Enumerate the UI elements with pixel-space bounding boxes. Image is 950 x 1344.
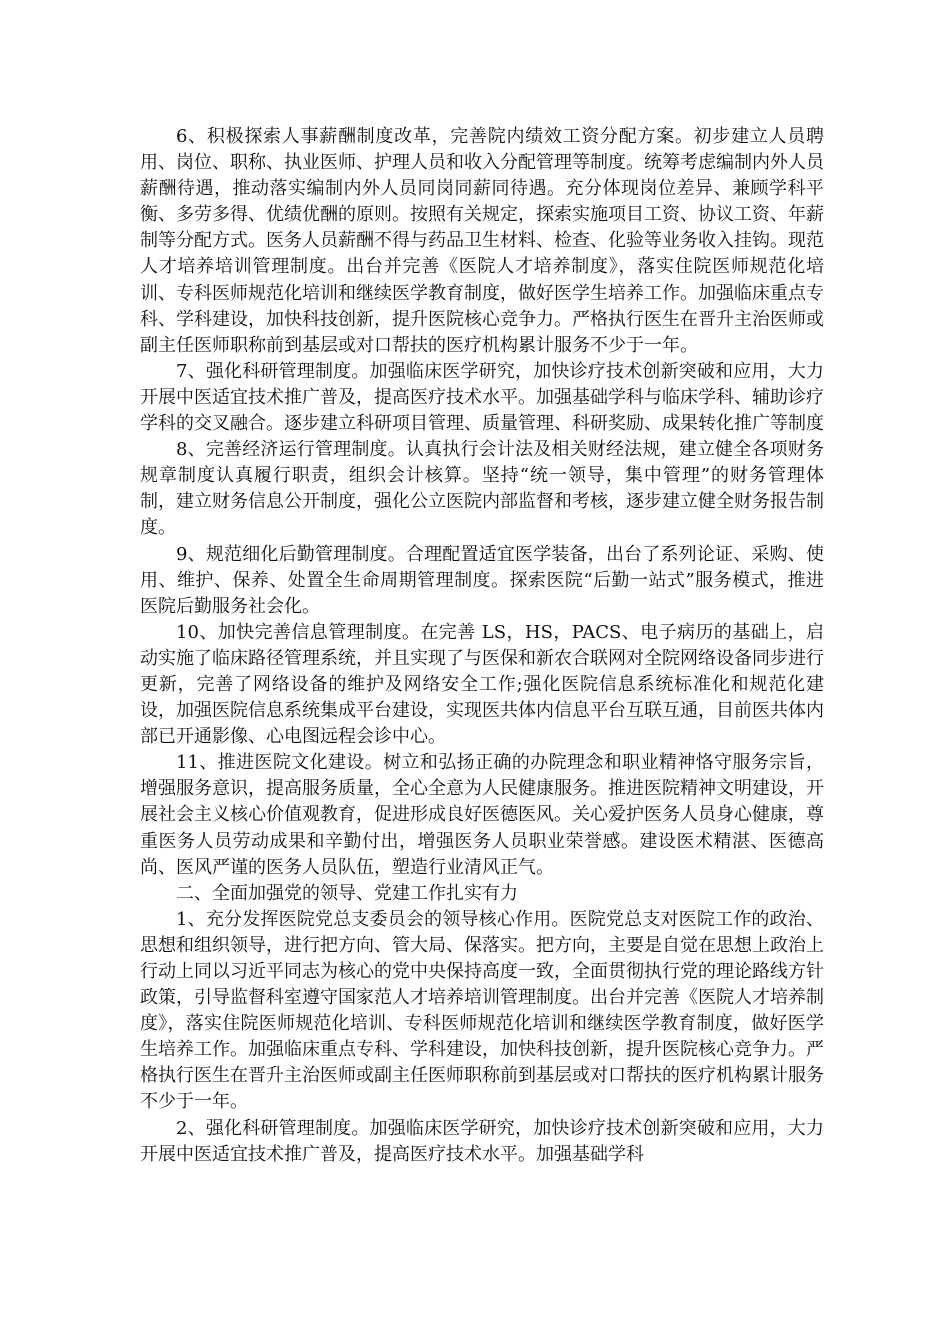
- paragraph-10-information-management: 10、加快完善信息管理制度。在完善 LS，HS，PACS、电子病历的基础上，启动实施了临床路径管理系统，并且实现了与医保和新农合联网对全院网络设备同步进行更新，完善了网络设备的维护及网络安全工作;强化医院信息系统标准化和规范化建设，加强医院信息系统集成平台建设，实现医共体内信息平台互联互通，目前医共体内部已开通影像、心电图远程会诊中心。: [140, 621, 824, 748]
- section-heading-party-leadership: 二、全面加强党的领导、党建工作扎实有力: [176, 882, 518, 904]
- paragraph-1-party-committee-role: 1、充分发挥医院党总支委员会的领导核心作用。医院党总支对医院工作的政治、思想和组织领导，进行把方向、管大局、保落实。把方向，主要是自觉在思想上政治上行动上同以习近平同志为核心的党中央保持高度一致，全面贯彻执行党的理论路线方针政策，引导监督科室遵守国家范人才培养培训管理制度。出台并完善《医院人才培养制度》，落实住院医师规范化培训、专科医师规范化培训和继续医学教育制度，做好医学生培养工作。加强临床重点专科、学科建设，加快科技创新，提升医院核心竞争力。严格执行医生在晋升主治医师或副主任医师职称前到基层或对口帮扶的医疗机构累计服务不少于一年。: [140, 908, 824, 1113]
- paragraph-6-personnel-salary: 6、积极探索人事薪酬制度改革，完善院内绩效工资分配方案。初步建立人员聘用、岗位、职称、执业医师、护理人员和收入分配管理等制度。统筹考虑编制内外人员薪酬待遇，推动落实编制内外人员同岗同薪同待遇。充分体现岗位差异、兼顾学科平衡、多劳多得、优绩优酬的原则。按照有关规定，探索实施项目工资、协议工资、年薪制等分配方式。医务人员薪酬不得与药品卫生材料、检查、化验等业务收入挂钩。现范人才培养培训管理制度。出台并完善《医院人才培养制度》，落实住院医师规范化培训、专科医师规范化培训和继续医学教育制度，做好医学生培养工作。加强临床重点专科、学科建设，加快科技创新，提升医院核心竞争力。严格执行医生在晋升主治医师或副主任医师职称前到基层或对口帮扶的医疗机构累计服务不少于一年。: [140, 126, 824, 356]
- paragraph-9-logistics-management: 9、规范细化后勤管理制度。合理配置适宜医学装备，出台了系列论证、采购、使用、维护、保养、处置全生命周期管理制度。探索医院“后勤一站式”服务模式，推进医院后勤服务社会化。: [140, 543, 824, 617]
- document-body: [140, 124, 824, 1168]
- paragraph-8-economic-operation: 8、完善经济运行管理制度。认真执行会计法及相关财经法规，建立健全各项财务规章制度认真履行职责，组织会计核算。坚持“统一领导，集中管理”的财务管理体制，建立财务信息公开制度，强化公立医院内部监督和考核，逐步建立健全财务报告制度。: [140, 439, 824, 539]
- paragraph-7-research-management: 7、强化科研管理制度。加强临床医学研究，加快诊疗技术创新突破和应用，大力开展中医适宜技术推广普及，提高医疗技术水平。加强基础学科与临床学科、辅助诊疗学科的交叉融合。逐步建立科研项目管理、质量管理、科研奖励、成果转化推广等制度: [140, 360, 824, 435]
- paragraph-2-research-management: 2、强化科研管理制度。加强临床医学研究，加快诊疗技术创新突破和应用，大力开展中医适宜技术推广普及，提高医疗技术水平。加强基础学科: [140, 1117, 824, 1165]
- paragraph-11-hospital-culture: 11、推进医院文化建设。树立和弘扬正确的办院理念和职业精神恪守服务宗旨，增强服务意识，提高服务质量，全心全意为人民健康服务。推进医院精神文明建设，开展社会主义核心价值观教育，促进形成良好医德医风。关心爱护医务人员身心健康，尊重医务人员劳动成果和辛勤付出，增强医务人员职业荣誉感。建设医术精湛、医德高尚、医风严谨的医务人员队伍，塑造行业清风正气。: [140, 752, 824, 878]
